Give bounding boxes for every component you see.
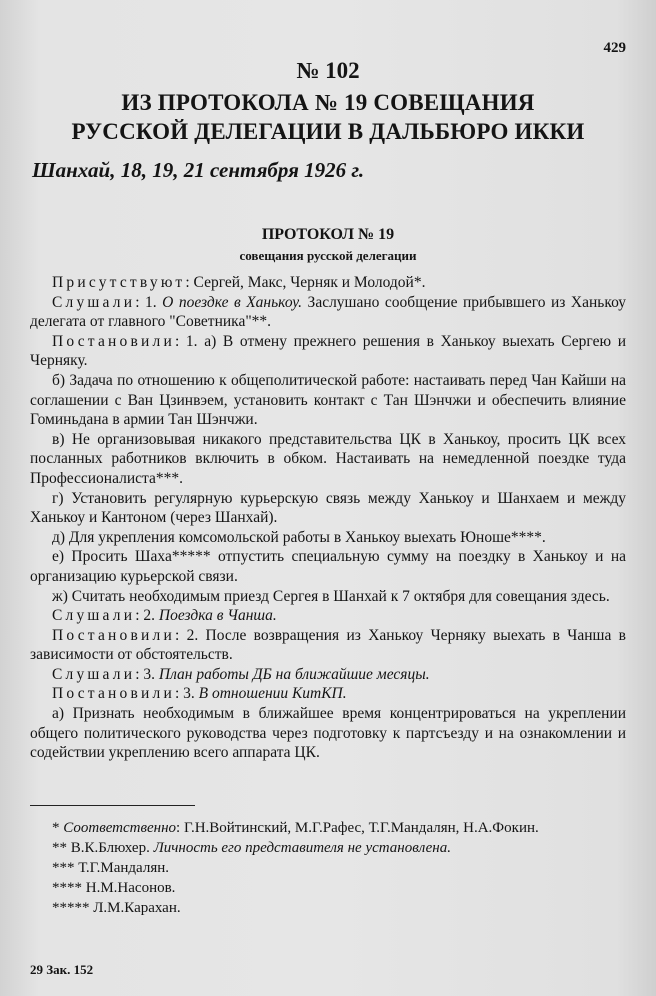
heard-3-paragraph [30,665,626,685]
resolved-2-text: : 2. После возвращения из Ханькоу Черняку выехать в Чанша в зависимости от обстоятельств. [30,626,626,664]
heard-2-label: Слушали [52,607,136,625]
document-title [30,88,626,146]
resolved-3-label: Постановили [52,685,175,703]
footnote-divider [30,805,195,806]
title-line-2: РУССКОЙ ДЕЛЕГАЦИИ В ДАЛЬБЮРО ИККИ [71,119,585,144]
footnote-1-mark: * [52,820,64,836]
heard-1-topic: О поездке в Ханькоу. [162,293,303,311]
resolved-3-topic: В отношении КитКП. [198,685,347,703]
resolved-3-num: : 3. [174,685,199,703]
resolved-2-label: Постановили [52,626,175,644]
protocol-body [30,273,626,763]
heard-3-topic: План работы ДБ на ближайшие месяцы. [158,665,430,683]
present-text: : Сергей, Макс, Черняк и Молодой*. [185,274,426,291]
heard-2-paragraph [30,606,626,626]
heard-3-label: Слушали [52,665,136,683]
heard-2-num: : 2. [135,607,159,625]
footnote-2 [30,838,626,858]
printer-signature: 29 Зак. 152 [30,962,94,977]
heard-1-label: Слушали [52,293,136,311]
point-v: в) Не организовывая никакого представительства ЦК в Ханькоу, просить ЦК всех посланных работников включить в обком. Настаивать на немедленной поездке туда Профессионалиста***. [30,430,626,487]
footnote-1-text: : Г.Н.Войтинский, М.Г.Рафес, Т.Г.Мандалян, Н.А.Фокин. [176,820,539,836]
point-d: д) Для укрепления комсомольской работы в Ханькоу выехать Юноше****. [52,528,546,546]
point-b: б) Задача по отношению к общеполитической работе: настаивать перед Чан Кайши на соглашении с Ван Цзинвэем, установить контакт с Тан Шэнчжи и обеспечить влияние Гоминьдана в армии Тан Шэнчжи. [30,371,626,429]
footnote-1-label: Соответственно [63,820,177,836]
place-date: Шанхай, 18, 19, 21 сентября 1926 г. [32,158,365,182]
footnote-4: **** Н.М.Насонов. [52,880,176,896]
footnote-1 [30,818,626,838]
heard-1-paragraph [30,293,626,332]
heard-3-num: : 3. [135,665,159,683]
resolved-1-label: Постановили [52,332,175,350]
point-g: г) Установить регулярную курьерскую связь между Ханькоу и Шанхаем и между Ханькоу и Кантоном (через Шанхай). [30,489,626,527]
resolved-1-text: : 1. а) В отмену прежнего решения в Ханькоу выехать Сергею и Черняку. [30,332,626,370]
footnote-3: *** Т.Г.Мандалян. [52,860,169,876]
resolved-1-paragraph [30,332,626,371]
footnote-2-mark: ** В.К.Блюхер. [52,840,154,856]
heard-1-num: : 1. [135,293,163,311]
footnote-2-text: Личность его представителя не установлена. [153,840,451,856]
heard-1-text: Заслушано сообщение прибывшего из Ханькоу делегата от главного "Советника"**. [30,293,626,331]
point-e: е) Просить Шаха***** отпустить специальную сумму на поездку в Ханькоу и на организацию курьерской связи. [30,548,626,585]
heard-2-topic: Поездка в Чанша. [158,607,277,625]
document-number: № 102 [296,58,360,83]
present-label: Присутствуют [52,274,186,291]
footnotes [30,818,626,918]
page-number: 429 [603,40,626,56]
resolved-3-point-a: а) Признать необходимым в ближайшее время концентрироваться на укреплении общего политического руководства через подготовку к партсъезду и на ознакомлении и содействии укреплению всего аппарата ЦК. [30,705,626,762]
present-paragraph [30,273,626,293]
title-line-1: ИЗ ПРОТОКОЛА № 19 СОВЕЩАНИЯ [121,90,535,115]
resolved-2-paragraph [30,626,626,665]
footnote-5: ***** Л.М.Карахан. [52,900,181,916]
protocol-subtitle: совещания русской делегации [239,248,417,263]
resolved-3-paragraph [30,684,626,704]
point-zh: ж) Считать необходимым приезд Сергея в Шанхай к 7 октября для совещания здесь. [52,587,610,605]
protocol-title: ПРОТОКОЛ № 19 [261,226,395,243]
